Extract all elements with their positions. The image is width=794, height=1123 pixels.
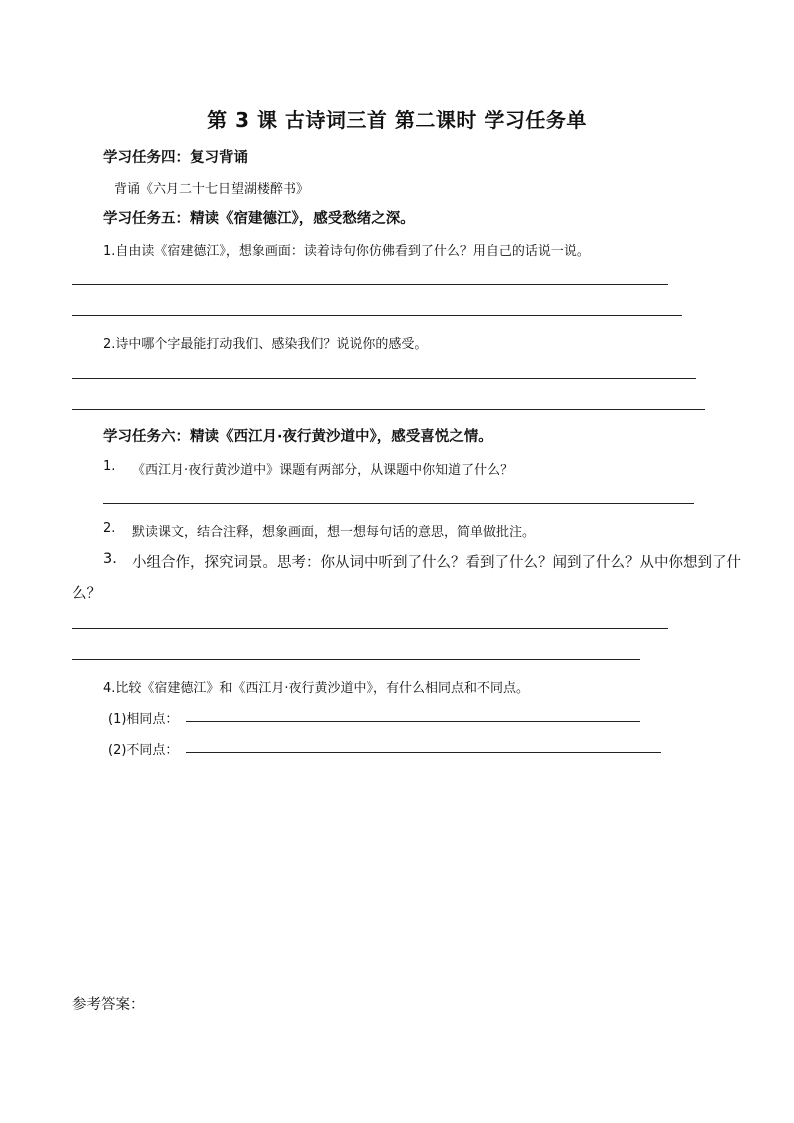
task6-question-3-number: 3. xyxy=(103,551,117,567)
answer-line xyxy=(72,315,682,316)
answer-line xyxy=(72,659,640,660)
reference-answers-label: 参考答案： xyxy=(72,997,145,1013)
task6-question-1: 《西江月·夜行黄沙道中》课题有两部分，从课题中你知道了什么？ xyxy=(132,463,514,478)
page-title: 第 3 课 古诗词三首 第二课时 学习任务单 xyxy=(207,108,587,132)
task5-heading: 学习任务五：精读《宿建德江》，感受愁绪之深。 xyxy=(103,211,415,227)
task6-heading: 学习任务六：精读《西江月·夜行黄沙道中》，感受喜悦之情。 xyxy=(103,429,493,445)
answer-line xyxy=(72,378,696,379)
task6-question-2-number: 2. xyxy=(103,521,116,536)
diff-points-line xyxy=(186,752,661,753)
task6-question-1-number: 1. xyxy=(103,459,116,474)
same-points-line xyxy=(186,721,640,722)
answer-line xyxy=(72,284,668,285)
answer-line xyxy=(103,503,694,504)
task5-question-2: 2.诗中哪个字最能打动我们、感染我们？说说你的感受。 xyxy=(103,337,428,352)
task6-question-2: 默读课文，结合注释，想象画面，想一想每句话的意思，简单做批注。 xyxy=(132,525,536,540)
task4-heading: 学习任务四：复习背诵 xyxy=(103,150,248,166)
task5-question-1: 1.自由读《宿建德江》，想象画面：读着诗句你仿佛看到了什么？用自己的话说一说。 xyxy=(103,244,590,259)
task6-question-3: 小组合作，探究词景。思考：你从词中听到了什么？看到了什么？闻到了什么？从中你想到了什 xyxy=(132,555,741,571)
answer-line xyxy=(72,409,705,410)
task4-recite-item: 背诵《六月二十七日望湖楼醉书》 xyxy=(114,182,310,197)
task6-question-3-continued: 么？ xyxy=(72,586,101,602)
diff-points-label: (2)不同点： xyxy=(108,743,179,758)
task6-question-4: 4.比较《宿建德江》和《西江月·夜行黄沙道中》，有什么相同点和不同点。 xyxy=(103,681,530,696)
same-points-label: (1)相同点： xyxy=(108,712,179,727)
answer-line xyxy=(72,628,668,629)
